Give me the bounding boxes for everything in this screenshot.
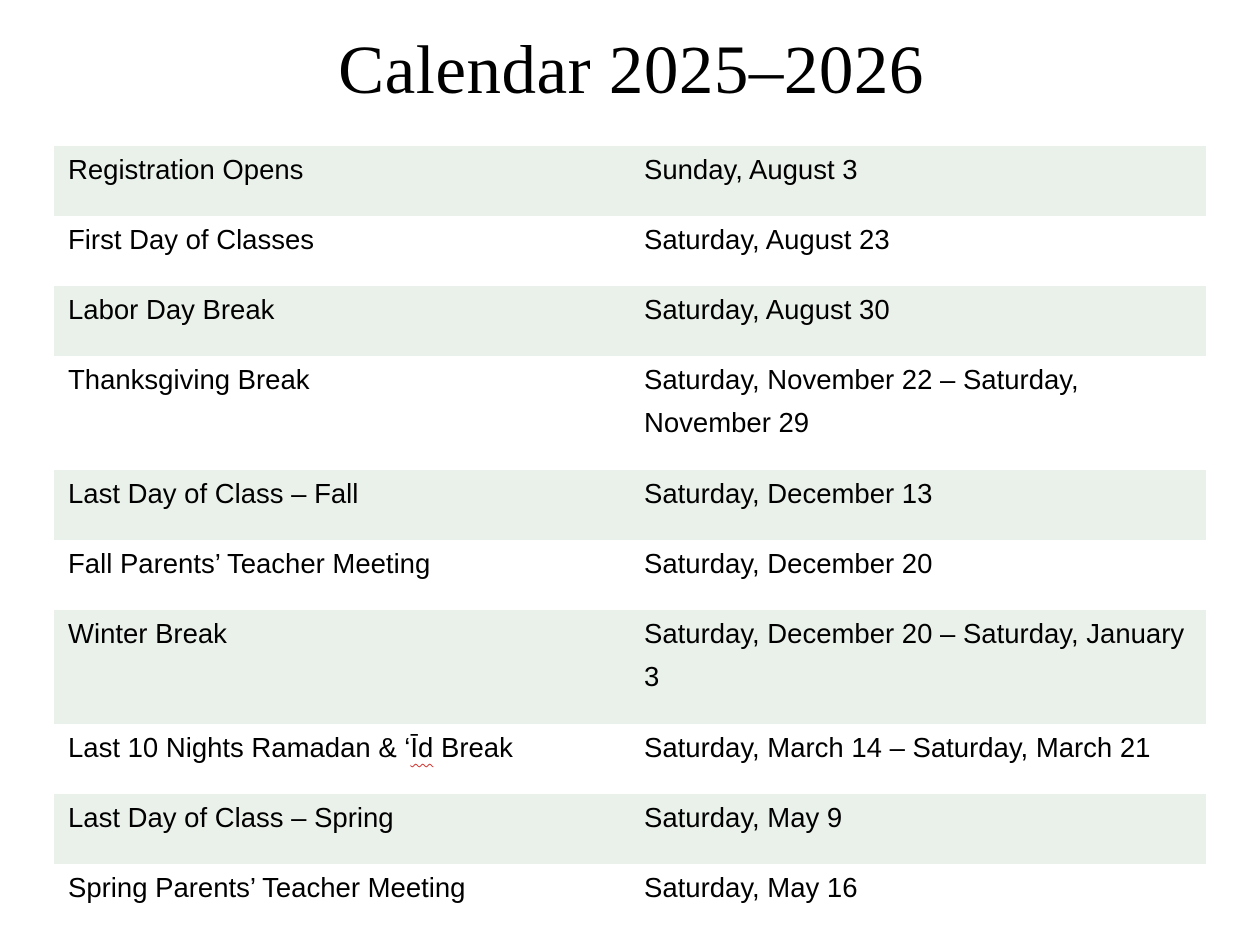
calendar-table xyxy=(54,146,1206,934)
event-name-prefix: Last 10 Nights Ramadan & ‘ xyxy=(68,732,411,763)
table-row xyxy=(54,216,1206,286)
event-name xyxy=(54,726,630,794)
table-row xyxy=(54,610,1206,724)
table-row xyxy=(54,724,1206,794)
event-date: Sunday, August 3 xyxy=(644,154,858,185)
event-name-suffix: Break xyxy=(433,732,513,763)
event-date: Saturday, May 16 xyxy=(644,872,858,903)
event-name: Labor Day Break xyxy=(68,294,275,325)
spellcheck-flagged-word[interactable]: Īd xyxy=(410,732,434,763)
event-date: Saturday, November 22 – Saturday, November 29 xyxy=(644,364,1079,438)
event-name: First Day of Classes xyxy=(68,224,315,255)
table-row xyxy=(54,794,1206,864)
table-row xyxy=(54,146,1206,216)
event-date: Saturday, August 30 xyxy=(644,294,890,325)
event-date: Saturday, December 20 xyxy=(644,548,933,579)
table-row xyxy=(54,356,1206,470)
table-row xyxy=(54,470,1206,540)
table-row xyxy=(54,864,1206,934)
table-row xyxy=(54,540,1206,610)
event-name: Last Day of Class – Fall xyxy=(68,478,359,509)
event-date: Saturday, December 13 xyxy=(644,478,933,509)
event-date: Saturday, March 14 – Saturday, March 21 xyxy=(644,732,1151,763)
event-date: Saturday, December 20 – Saturday, January 3 xyxy=(644,618,1185,692)
event-name: Last Day of Class – Spring xyxy=(68,802,394,833)
event-name: Thanksgiving Break xyxy=(68,364,310,395)
event-name: Spring Parents’ Teacher Meeting xyxy=(68,872,466,903)
event-name: Registration Opens xyxy=(68,154,304,185)
page-title: Calendar 2025–2026 xyxy=(338,32,924,108)
event-date: Saturday, August 23 xyxy=(644,224,890,255)
event-name: Winter Break xyxy=(68,618,227,649)
event-name: Fall Parents’ Teacher Meeting xyxy=(68,548,431,579)
table-row xyxy=(54,286,1206,356)
event-date: Saturday, May 9 xyxy=(644,802,843,833)
